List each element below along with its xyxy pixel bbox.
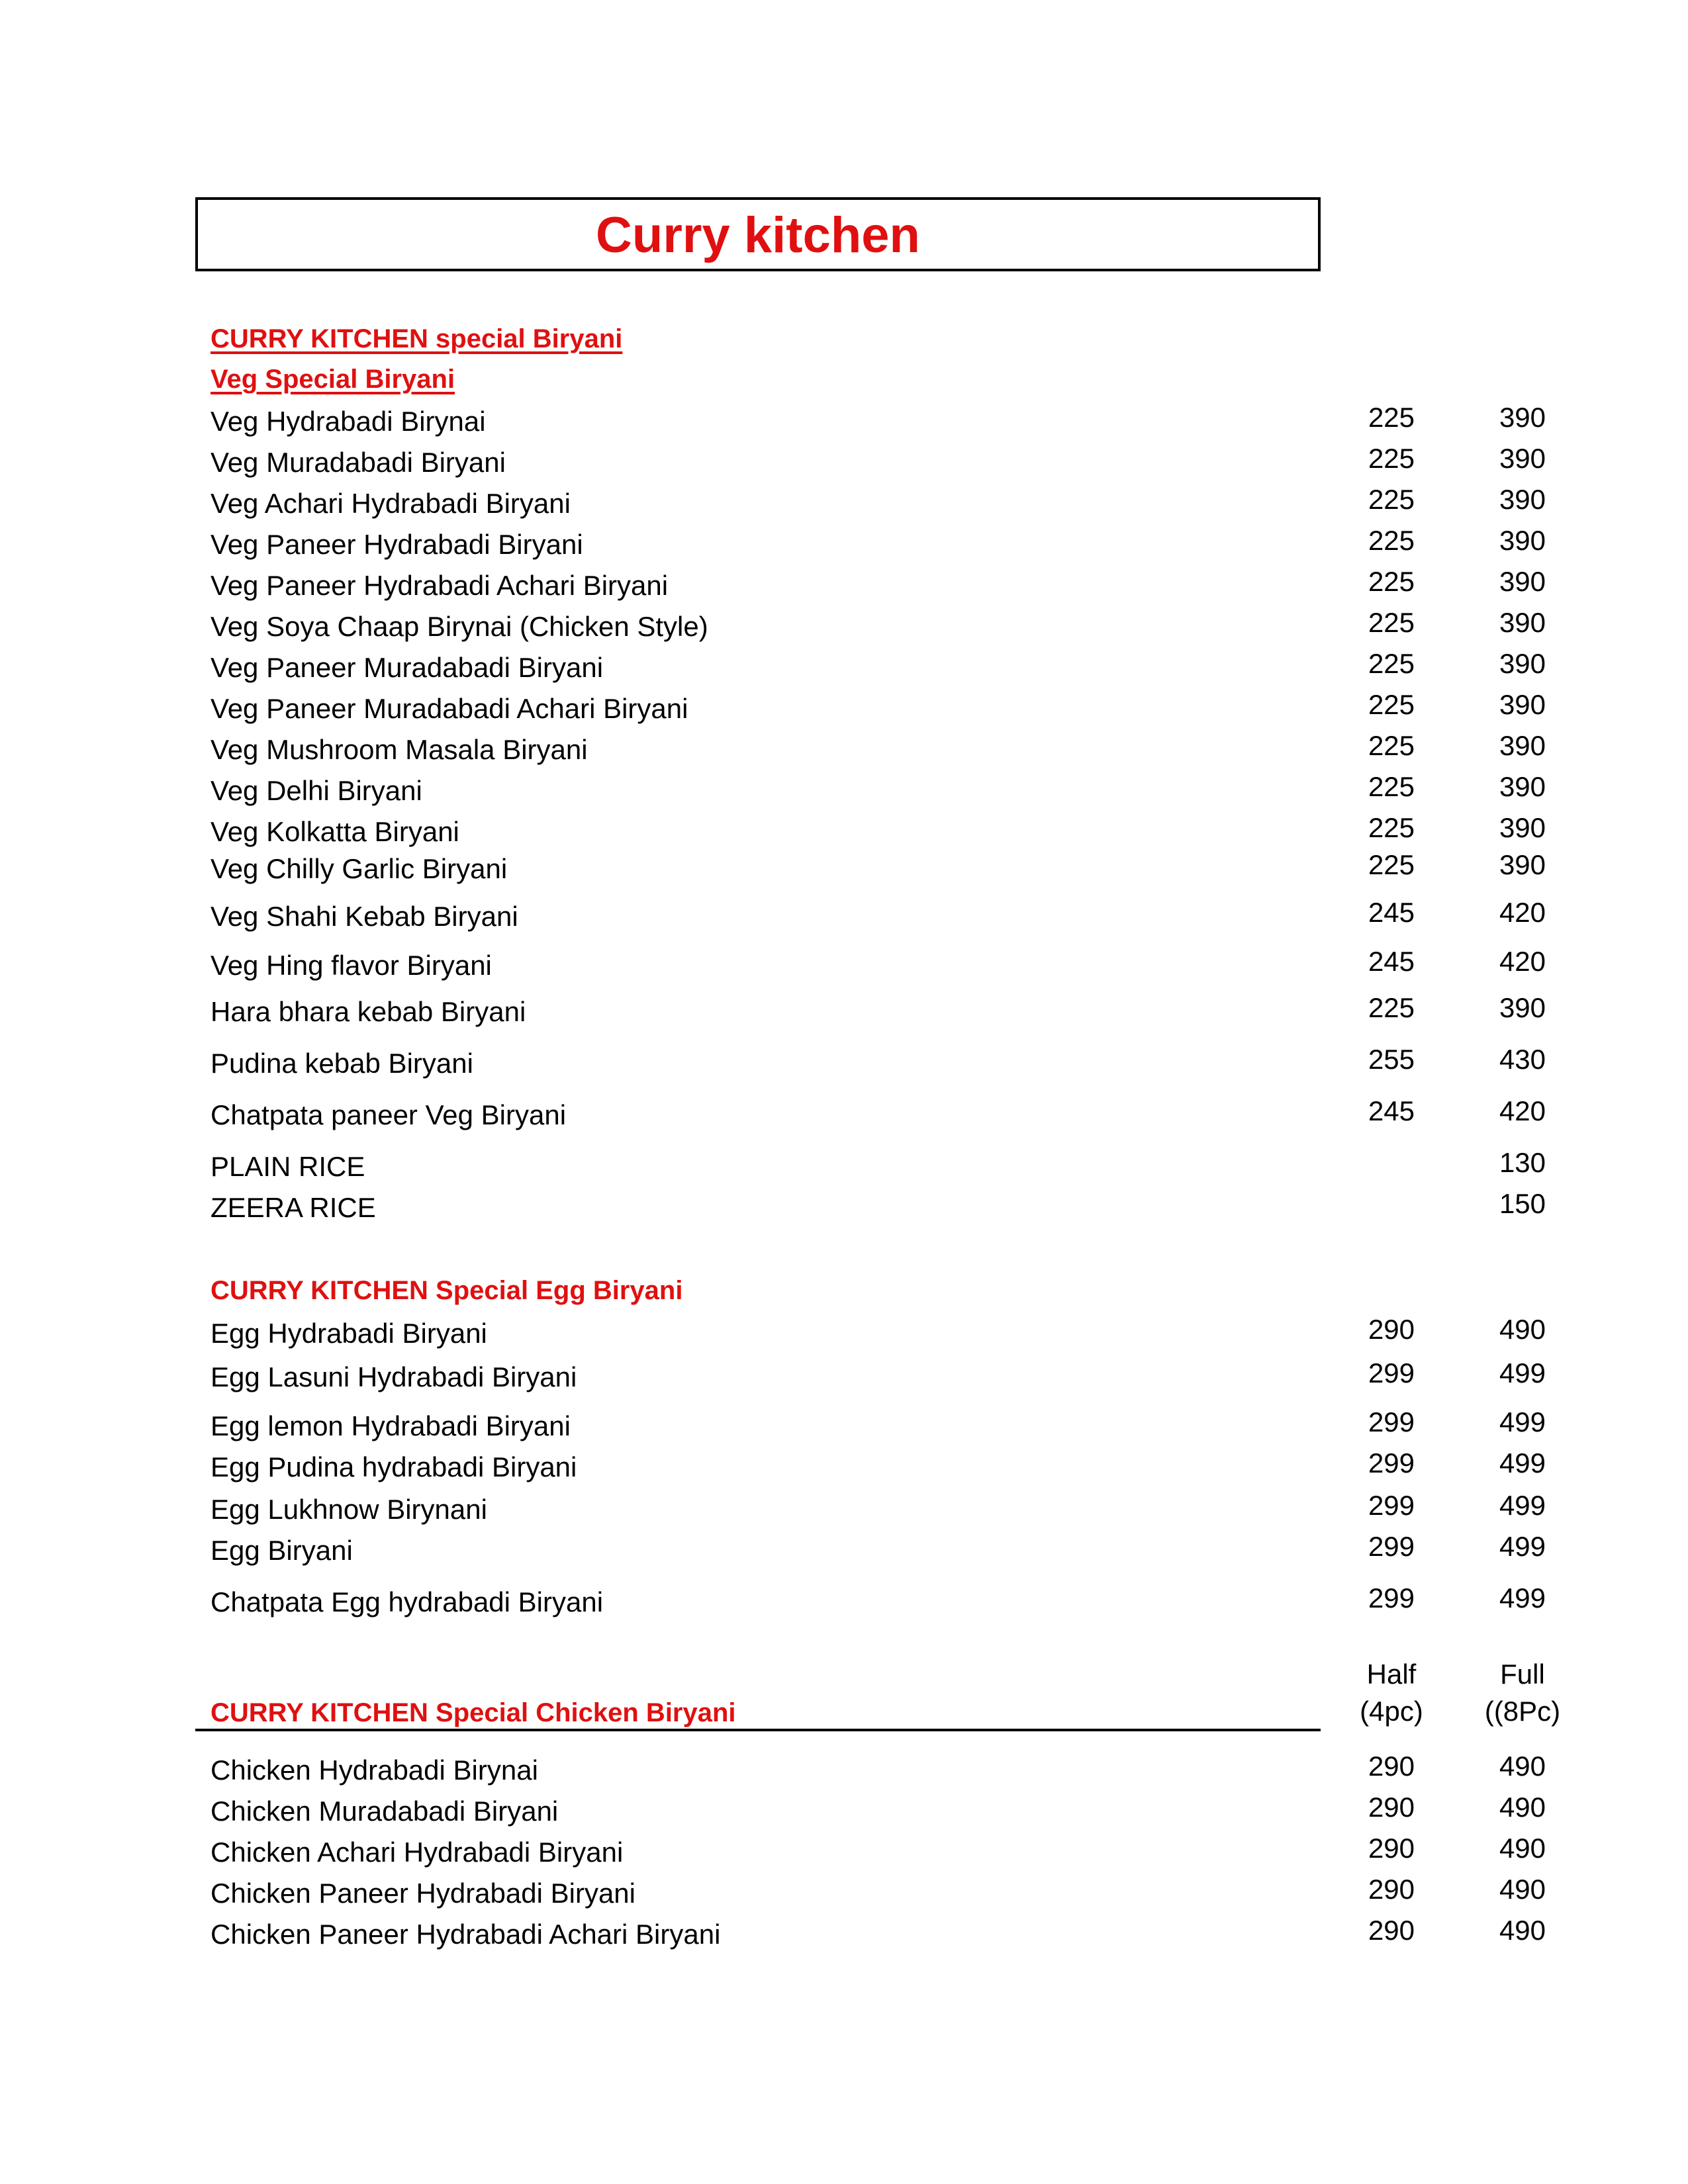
half-price: 290 (1368, 1874, 1415, 1905)
half-price: 255 (1368, 1044, 1415, 1075)
full-price: 499 (1499, 1531, 1546, 1562)
menu-item-name: Veg Muradabadi Biryani (211, 447, 506, 478)
menu-item-name: Egg Lasuni Hydrabadi Biryani (211, 1361, 577, 1392)
half-price: 225 (1368, 992, 1415, 1023)
full-price: 430 (1499, 1044, 1546, 1075)
half-price: 225 (1368, 607, 1415, 638)
menu-item-row (0, 566, 1688, 602)
full-header-pieces: ((8Pc) (1484, 1696, 1561, 1727)
menu-item-row (0, 1582, 1688, 1619)
full-price: 390 (1499, 689, 1546, 720)
menu-item-name: Egg Biryani (211, 1535, 353, 1566)
full-price: 499 (1499, 1406, 1546, 1437)
full-price: 390 (1499, 566, 1546, 597)
menu-item-row (0, 648, 1688, 684)
full-column-header (1456, 1656, 1589, 1730)
menu-item-name: Veg Delhi Biryani (211, 775, 422, 806)
menu-item-row (0, 1314, 1688, 1350)
half-price: 290 (1368, 1751, 1415, 1782)
half-price: 225 (1368, 730, 1415, 761)
half-price: 225 (1368, 812, 1415, 843)
menu-item-row (0, 771, 1688, 807)
menu-item-name: Hara bhara kebab Biryani (211, 996, 526, 1027)
half-header-pieces: (4pc) (1360, 1696, 1423, 1727)
menu-item-name: Chicken Hydrabadi Birynai (211, 1754, 538, 1786)
half-price: 225 (1368, 443, 1415, 474)
menu-item-row (0, 1044, 1688, 1080)
section-heading-egg: CURRY KITCHEN Special Egg Biryani (211, 1276, 683, 1305)
menu-item-row (0, 1915, 1688, 1951)
half-price: 245 (1368, 946, 1415, 977)
menu-item-row (0, 1447, 1688, 1484)
full-price: 420 (1499, 897, 1546, 928)
menu-item-name: PLAIN RICE (211, 1151, 365, 1182)
full-price: 499 (1499, 1490, 1546, 1521)
half-price: 245 (1368, 897, 1415, 928)
menu-item-name: Chicken Paneer Hydrabadi Achari Biryani (211, 1919, 721, 1950)
full-price: 490 (1499, 1314, 1546, 1345)
full-price: 390 (1499, 607, 1546, 638)
menu-item-row (0, 992, 1688, 1028)
half-price: 290 (1368, 1314, 1415, 1345)
menu-item-row (0, 1188, 1688, 1224)
menu-item-name: Veg Mushroom Masala Biryani (211, 734, 588, 765)
menu-item-row (0, 1490, 1688, 1526)
menu-item-row (0, 1792, 1688, 1828)
menu-item-row (0, 1147, 1688, 1183)
menu-item-row (0, 689, 1688, 725)
full-price: 390 (1499, 402, 1546, 433)
half-price: 299 (1368, 1406, 1415, 1437)
full-price: 390 (1499, 992, 1546, 1023)
half-price: 290 (1368, 1833, 1415, 1864)
half-price: 299 (1368, 1447, 1415, 1479)
menu-item-name: Veg Hydrabadi Birynai (211, 406, 486, 437)
full-price: 390 (1499, 648, 1546, 679)
full-price: 490 (1499, 1792, 1546, 1823)
menu-item-name: ZEERA RICE (211, 1192, 376, 1223)
full-price: 420 (1499, 946, 1546, 977)
half-header-label: Half (1366, 1659, 1417, 1690)
full-price: 390 (1499, 443, 1546, 474)
half-price: 299 (1368, 1531, 1415, 1562)
menu-item-row (0, 812, 1688, 848)
half-price: 245 (1368, 1095, 1415, 1126)
half-column-header (1325, 1656, 1458, 1730)
menu-item-name: Chicken Muradabadi Biryani (211, 1796, 559, 1827)
full-price: 499 (1499, 1357, 1546, 1388)
menu-item-row (0, 849, 1688, 886)
menu-item-row (0, 946, 1688, 982)
half-price: 225 (1368, 484, 1415, 515)
menu-item-row (0, 897, 1688, 933)
full-price: 390 (1499, 849, 1546, 880)
full-price: 390 (1499, 771, 1546, 802)
menu-item-name: Egg lemon Hydrabadi Biryani (211, 1410, 571, 1441)
full-header-label: Full (1500, 1659, 1545, 1690)
title-box (195, 197, 1321, 271)
menu-item-row (0, 730, 1688, 766)
full-price: 150 (1499, 1188, 1546, 1219)
menu-item-name: Chatpata paneer Veg Biryani (211, 1099, 567, 1130)
section-heading-special: CURRY KITCHEN special Biryani (211, 324, 623, 353)
menu-item-row (0, 1095, 1688, 1132)
half-price: 225 (1368, 525, 1415, 556)
half-price: 299 (1368, 1582, 1415, 1614)
full-price: 490 (1499, 1751, 1546, 1782)
menu-item-row (0, 1357, 1688, 1394)
menu-item-row (0, 1531, 1688, 1567)
menu-item-name: Veg Achari Hydrabadi Biryani (211, 488, 571, 519)
menu-item-name: Veg Chilly Garlic Biryani (211, 853, 508, 884)
full-price: 390 (1499, 812, 1546, 843)
half-price: 290 (1368, 1915, 1415, 1946)
menu-item-name: Pudina kebab Biryani (211, 1048, 473, 1079)
menu-item-row (0, 484, 1688, 520)
menu-item-name: Veg Paneer Hydrabadi Achari Biryani (211, 570, 669, 601)
menu-item-name: Veg Paneer Hydrabadi Biryani (211, 529, 583, 560)
section-divider (195, 1729, 1321, 1731)
full-price: 499 (1499, 1582, 1546, 1614)
menu-item-name: Chicken Paneer Hydrabadi Biryani (211, 1878, 635, 1909)
menu-item-name: Veg Paneer Muradabadi Achari Biryani (211, 693, 688, 724)
menu-item-name: Veg Paneer Muradabadi Biryani (211, 652, 604, 683)
half-price: 225 (1368, 689, 1415, 720)
full-price: 390 (1499, 730, 1546, 761)
menu-item-row (0, 1874, 1688, 1910)
menu-item-name: Veg Shahi Kebab Biryani (211, 901, 518, 932)
menu-item-row (0, 607, 1688, 643)
full-price: 420 (1499, 1095, 1546, 1126)
menu-item-name: Veg Hing flavor Biryani (211, 950, 492, 981)
half-price: 225 (1368, 566, 1415, 597)
menu-item-row (0, 1833, 1688, 1869)
menu-item-name: Egg Pudina hydrabadi Biryani (211, 1451, 577, 1482)
full-price: 490 (1499, 1874, 1546, 1905)
menu-item-name: Chicken Achari Hydrabadi Biryani (211, 1837, 624, 1868)
menu-item-row (0, 1751, 1688, 1787)
menu-item-row (0, 402, 1688, 438)
full-price: 490 (1499, 1833, 1546, 1864)
menu-item-row (0, 525, 1688, 561)
section-heading-chicken: CURRY KITCHEN Special Chicken Biryani (211, 1698, 736, 1727)
menu-item-name: Chatpata Egg hydrabadi Biryani (211, 1586, 604, 1617)
menu-item-name: Veg Soya Chaap Birynai (Chicken Style) (211, 611, 708, 642)
full-price: 499 (1499, 1447, 1546, 1479)
half-price: 225 (1368, 849, 1415, 880)
half-price: 290 (1368, 1792, 1415, 1823)
page-title: Curry kitchen (596, 207, 920, 263)
full-price: 490 (1499, 1915, 1546, 1946)
full-price: 390 (1499, 525, 1546, 556)
menu-item-row (0, 1406, 1688, 1443)
menu-item-name: Egg Hydrabadi Biryani (211, 1318, 487, 1349)
menu-item-name: Egg Lukhnow Birynani (211, 1494, 487, 1525)
half-price: 299 (1368, 1490, 1415, 1521)
half-price: 225 (1368, 402, 1415, 433)
full-price: 390 (1499, 484, 1546, 515)
menu-item-row (0, 443, 1688, 479)
full-price: 130 (1499, 1147, 1546, 1178)
section-heading-veg: Veg Special Biryani (211, 365, 455, 394)
menu-item-name: Veg Kolkatta Biryani (211, 816, 459, 847)
half-price: 225 (1368, 648, 1415, 679)
half-price: 299 (1368, 1357, 1415, 1388)
half-price: 225 (1368, 771, 1415, 802)
